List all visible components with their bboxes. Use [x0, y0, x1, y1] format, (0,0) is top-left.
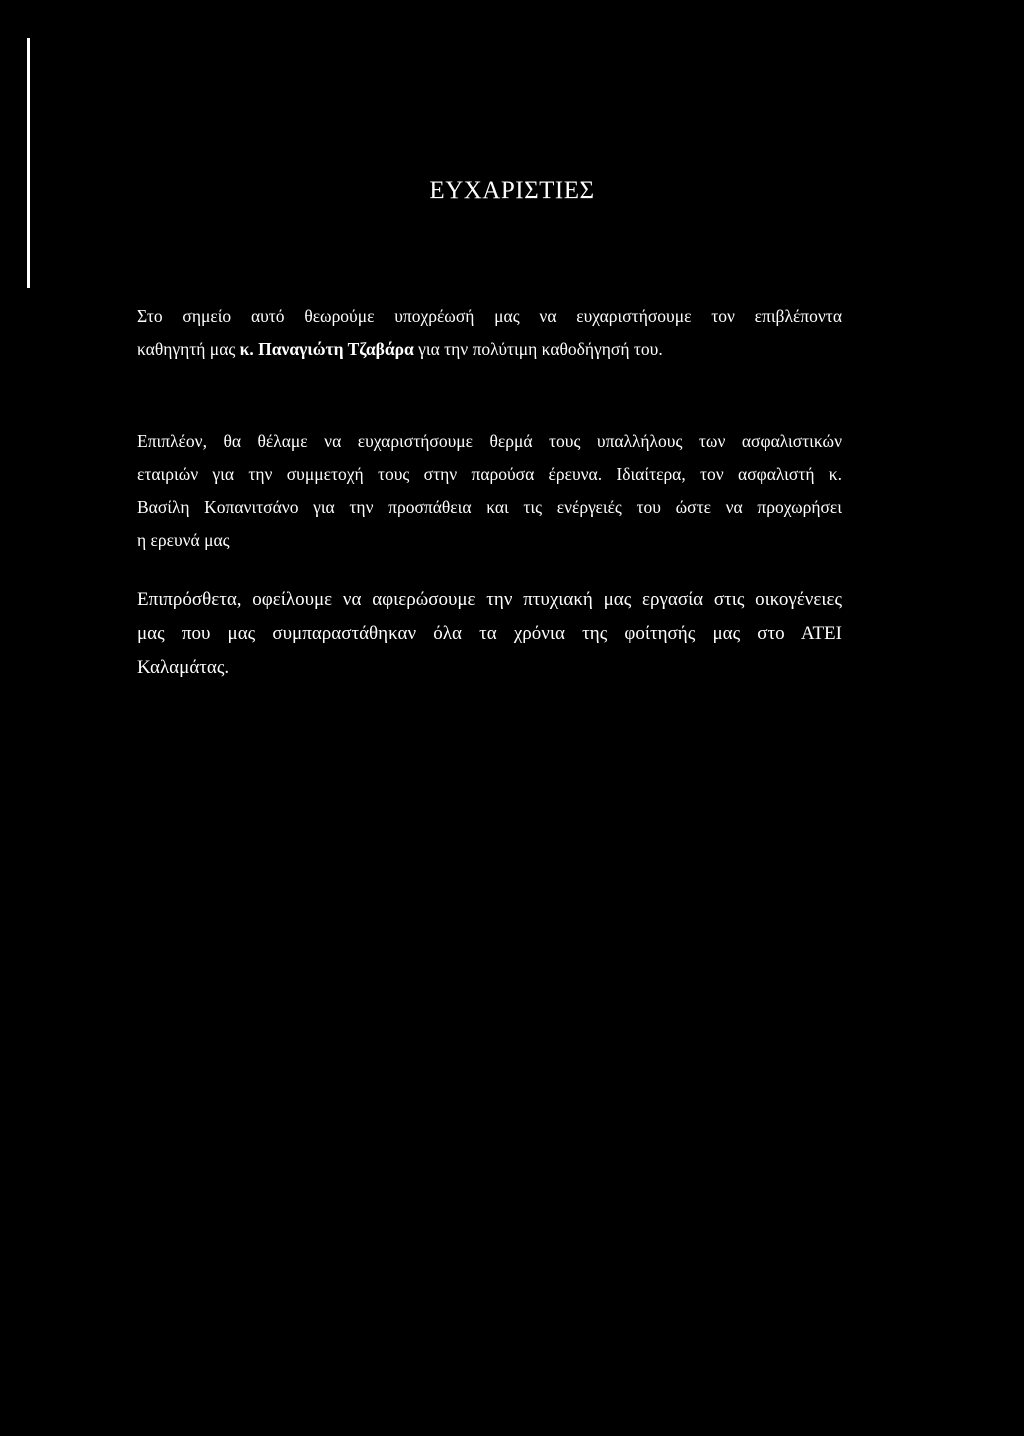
paragraph-line: εταιριών για την συμμετοχή τους στην παρούσα έρευνα. Ιδιαίτερα, τον ασφαλιστή κ.	[137, 464, 842, 484]
text-span: για την πολύτιμη καθοδήγησή του.	[413, 339, 663, 359]
paragraph-line: Επιπρόσθετα, οφείλουμε να αφιερώσουμε την πτυχιακή μας εργασία στις οικογένειες	[137, 589, 842, 610]
paragraph-line: Καλαμάτας.	[137, 657, 230, 678]
text-span: καθηγητή μας	[137, 339, 240, 359]
supervisor-name: κ. Παναγιώτη Τζαβάρα	[239, 339, 414, 359]
paragraph-line: Βασίλη Κοπανιτσάνο για την προσπάθεια και τις ενέργειές του ώστε να προχωρήσει	[137, 497, 842, 517]
paragraph-line: Επιπλέον, θα θέλαμε να ευχαριστήσουμε θερμά τους υπαλλήλους των ασφαλιστικών	[137, 431, 842, 451]
paragraph-supervisor-thanks	[137, 300, 842, 366]
paragraph-line	[137, 333, 842, 366]
paragraph-dedication	[137, 583, 842, 685]
paragraph-insurance-thanks	[137, 425, 842, 557]
paragraph-line: Στο σημείο αυτό θεωρούμε υποχρέωσή μας να ευχαριστήσουμε τον επιβλέποντα	[137, 306, 842, 326]
paragraph-line: μας που μας συμπαραστάθηκαν όλα τα χρόνια της φοίτησής μας στο ΑΤΕΙ	[137, 623, 842, 644]
paragraph-line: η ερευνά μας	[137, 530, 230, 550]
scan-edge-line	[27, 38, 30, 288]
page-title: ΕΥΧΑΡΙΣΤΙΕΣ	[429, 177, 595, 204]
